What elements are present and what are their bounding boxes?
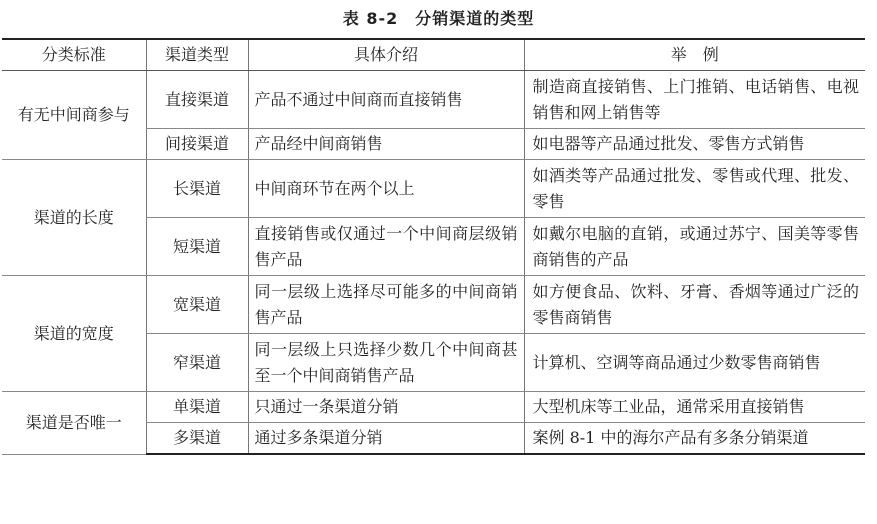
- category-cell: 渠道的长度: [2, 160, 146, 276]
- description-cell: 只通过一条渠道分销: [248, 392, 524, 423]
- header-row: [2, 39, 865, 71]
- example-cell: 如电器等产品通过批发、零售方式销售: [524, 129, 865, 160]
- example-cell: 大型机床等工业品，通常采用直接销售: [524, 392, 865, 423]
- description-cell: 产品经中间商销售: [248, 129, 524, 160]
- description-cell: 产品不通过中间商而直接销售: [248, 71, 524, 129]
- example-cell: 如酒类等产品通过批发、零售或代理、批发、零售: [524, 160, 865, 218]
- table-row: [2, 392, 865, 423]
- channel-type-cell: 直接渠道: [146, 71, 248, 129]
- channel-type-cell: 多渠道: [146, 423, 248, 455]
- channel-type-cell: 长渠道: [146, 160, 248, 218]
- channel-type-cell: 窄渠道: [146, 334, 248, 392]
- header-example: 举 例: [524, 39, 865, 71]
- category-cell: 渠道是否唯一: [2, 392, 146, 455]
- category-cell: 渠道的宽度: [2, 276, 146, 392]
- example-cell: 如戴尔电脑的直销，或通过苏宁、国美等零售商销售的产品: [524, 218, 865, 276]
- example-cell: 计算机、空调等商品通过少数零售商销售: [524, 334, 865, 392]
- description-cell: 通过多条渠道分销: [248, 423, 524, 455]
- header-category: 分类标准: [2, 39, 146, 71]
- table-row: [2, 71, 865, 129]
- table-row: [2, 160, 865, 218]
- example-cell: 案例 8-1 中的海尔产品有多条分销渠道: [524, 423, 865, 455]
- example-cell: 如方便食品、饮料、牙膏、香烟等通过广泛的零售商销售: [524, 276, 865, 334]
- channel-type-cell: 短渠道: [146, 218, 248, 276]
- header-description: 具体介绍: [248, 39, 524, 71]
- category-cell: 有无中间商参与: [2, 71, 146, 160]
- channel-types-table: [2, 38, 865, 455]
- description-cell: 同一层级上选择尽可能多的中间商销售产品: [248, 276, 524, 334]
- description-cell: 直接销售或仅通过一个中间商层级销售产品: [248, 218, 524, 276]
- table-row: [2, 276, 865, 334]
- channel-type-cell: 单渠道: [146, 392, 248, 423]
- description-cell: 中间商环节在两个以上: [248, 160, 524, 218]
- description-cell: 同一层级上只选择少数几个中间商甚至一个中间商销售产品: [248, 334, 524, 392]
- table-caption: 表 8-2 分销渠道的类型: [342, 9, 535, 28]
- channel-type-cell: 间接渠道: [146, 129, 248, 160]
- channel-type-cell: 宽渠道: [146, 276, 248, 334]
- example-cell: 制造商直接销售、上门推销、电话销售、电视销售和网上销售等: [524, 71, 865, 129]
- header-channel-type: 渠道类型: [146, 39, 248, 71]
